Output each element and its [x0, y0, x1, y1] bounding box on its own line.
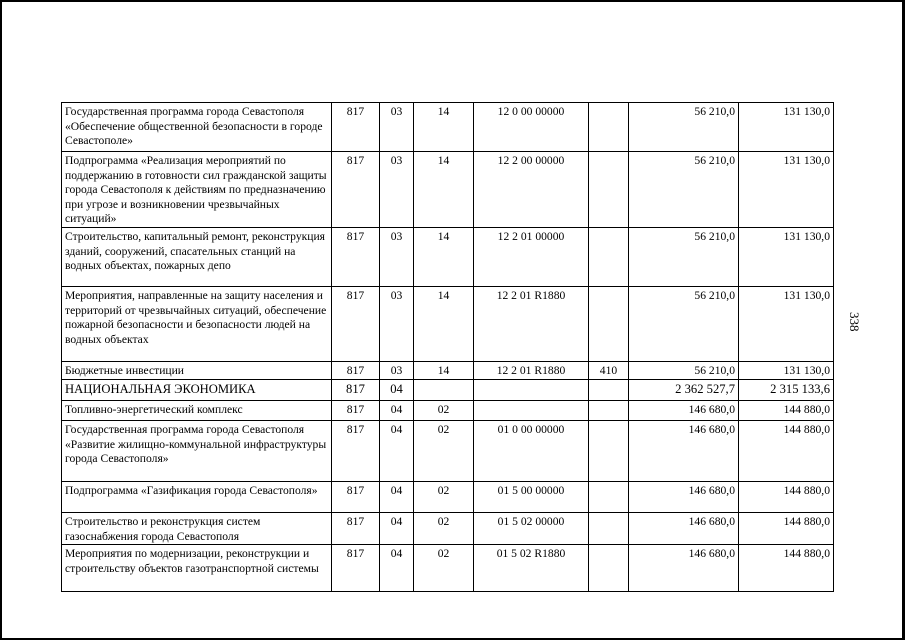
section-code: 03 — [380, 103, 414, 152]
table-row — [62, 513, 834, 545]
amount-year-1: 146 680,0 — [629, 482, 739, 513]
table-row — [62, 421, 834, 482]
ved-code: 817 — [332, 513, 380, 545]
ved-code: 817 — [332, 103, 380, 152]
subsection-code: 02 — [414, 421, 474, 482]
subsection-code: 14 — [414, 152, 474, 228]
amount-year-2: 2 315 133,6 — [739, 380, 834, 401]
expense-type-code — [589, 380, 629, 401]
expense-type-code — [589, 482, 629, 513]
item-name: Строительство, капитальный ремонт, реконструкция зданий, сооружений, спасательных станций на водных объектах, пожарных депо — [62, 228, 332, 287]
amount-year-1: 146 680,0 — [629, 421, 739, 482]
item-name: Подпрограмма «Газификация города Севастополя» — [62, 482, 332, 513]
amount-year-2: 144 880,0 — [739, 482, 834, 513]
target-article-code: 01 0 00 00000 — [474, 421, 589, 482]
section-code: 03 — [380, 152, 414, 228]
amount-year-1: 56 210,0 — [629, 228, 739, 287]
table-row — [62, 545, 834, 592]
expense-type-code — [589, 401, 629, 421]
amount-year-2: 144 880,0 — [739, 513, 834, 545]
section-code: 03 — [380, 228, 414, 287]
amount-year-2: 144 880,0 — [739, 401, 834, 421]
subsection-code: 14 — [414, 287, 474, 362]
subsection-code: 02 — [414, 482, 474, 513]
section-code: 04 — [380, 482, 414, 513]
section-code: 04 — [380, 545, 414, 592]
amount-year-1: 146 680,0 — [629, 401, 739, 421]
target-article-code: 01 5 02 R1880 — [474, 545, 589, 592]
item-name: НАЦИОНАЛЬНАЯ ЭКОНОМИКА — [62, 380, 332, 401]
subsection-code: 14 — [414, 103, 474, 152]
ved-code: 817 — [332, 228, 380, 287]
page-border-top — [0, 0, 905, 2]
page-border-left — [0, 0, 2, 640]
section-code: 04 — [380, 513, 414, 545]
expense-type-code — [589, 287, 629, 362]
amount-year-1: 2 362 527,7 — [629, 380, 739, 401]
subsection-code: 02 — [414, 401, 474, 421]
item-name: Мероприятия, направленные на защиту населения и территорий от чрезвычайных ситуаций, обеспечение пожарной безопасности и безопасности людей на водных объектах — [62, 287, 332, 362]
expense-type-code — [589, 228, 629, 287]
expense-type-code — [589, 152, 629, 228]
table-row — [62, 362, 834, 380]
amount-year-2: 131 130,0 — [739, 228, 834, 287]
expense-type-code — [589, 103, 629, 152]
amount-year-1: 146 680,0 — [629, 545, 739, 592]
amount-year-2: 144 880,0 — [739, 421, 834, 482]
amount-year-2: 131 130,0 — [739, 103, 834, 152]
table-row — [62, 152, 834, 228]
item-name: Подпрограмма «Реализация мероприятий по поддержанию в готовности сил гражданской защиты города Севастополя к действиям по предназначению при угрозе и возникновении чрезвычайных ситуаций» — [62, 152, 332, 228]
amount-year-1: 56 210,0 — [629, 103, 739, 152]
amount-year-1: 56 210,0 — [629, 152, 739, 228]
subsection-code: 02 — [414, 513, 474, 545]
table-row — [62, 380, 834, 401]
section-code: 03 — [380, 362, 414, 380]
table-row — [62, 103, 834, 152]
page-number: 338 — [847, 312, 862, 332]
item-name: Топливно-энергетический комплекс — [62, 401, 332, 421]
target-article-code — [474, 380, 589, 401]
ved-code: 817 — [332, 482, 380, 513]
expense-type-code — [589, 421, 629, 482]
item-name: Строительство и реконструкция систем газоснабжения города Севастополя — [62, 513, 332, 545]
expense-type-code: 410 — [589, 362, 629, 380]
item-name: Государственная программа города Севастополя «Развитие жилищно-коммунальной инфраструктуры города Севастополя» — [62, 421, 332, 482]
subsection-code: 02 — [414, 545, 474, 592]
item-name: Бюджетные инвестиции — [62, 362, 332, 380]
subsection-code: 14 — [414, 228, 474, 287]
table-row — [62, 228, 834, 287]
ved-code: 817 — [332, 421, 380, 482]
ved-code: 817 — [332, 152, 380, 228]
expense-type-code — [589, 513, 629, 545]
budget-table — [61, 102, 834, 592]
amount-year-2: 131 130,0 — [739, 287, 834, 362]
section-code: 04 — [380, 401, 414, 421]
ved-code: 817 — [332, 545, 380, 592]
ved-code: 817 — [332, 401, 380, 421]
amount-year-2: 144 880,0 — [739, 545, 834, 592]
amount-year-1: 56 210,0 — [629, 362, 739, 380]
target-article-code: 12 2 00 00000 — [474, 152, 589, 228]
section-code: 04 — [380, 380, 414, 401]
item-name: Мероприятия по модернизации, реконструкции и строительству объектов газотранспортной системы — [62, 545, 332, 592]
ved-code: 817 — [332, 287, 380, 362]
ved-code: 817 — [332, 380, 380, 401]
target-article-code: 01 5 00 00000 — [474, 482, 589, 513]
section-code: 04 — [380, 421, 414, 482]
subsection-code: 14 — [414, 362, 474, 380]
target-article-code: 12 0 00 00000 — [474, 103, 589, 152]
target-article-code: 12 2 01 00000 — [474, 228, 589, 287]
table-row — [62, 482, 834, 513]
table-row — [62, 287, 834, 362]
amount-year-1: 146 680,0 — [629, 513, 739, 545]
amount-year-1: 56 210,0 — [629, 287, 739, 362]
expense-type-code — [589, 545, 629, 592]
target-article-code: 12 2 01 R1880 — [474, 362, 589, 380]
target-article-code: 01 5 02 00000 — [474, 513, 589, 545]
subsection-code — [414, 380, 474, 401]
target-article-code — [474, 401, 589, 421]
target-article-code: 12 2 01 R1880 — [474, 287, 589, 362]
item-name: Государственная программа города Севастополя «Обеспечение общественной безопасности в городе Севастополе» — [62, 103, 332, 152]
ved-code: 817 — [332, 362, 380, 380]
amount-year-2: 131 130,0 — [739, 152, 834, 228]
table-row — [62, 401, 834, 421]
amount-year-2: 131 130,0 — [739, 362, 834, 380]
section-code: 03 — [380, 287, 414, 362]
